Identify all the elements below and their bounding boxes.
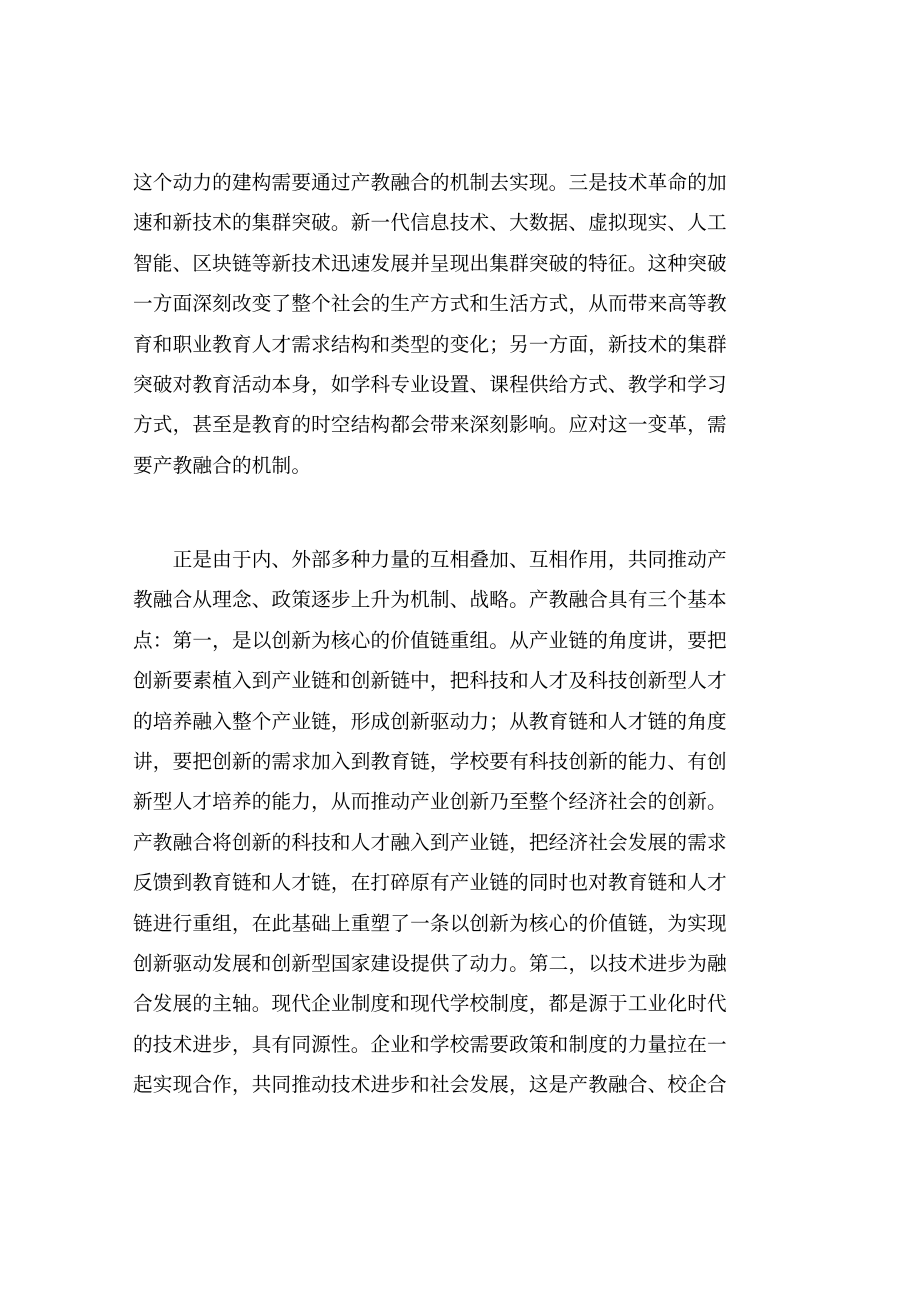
paragraph-line: 点：第一，是以创新为核心的价值链重组。从产业链的角度讲，要把	[133, 628, 727, 652]
paragraph-line: 新型人才培养的能力，从而推动产业创新乃至整个经济社会的创新。	[133, 790, 727, 814]
paragraph-2	[133, 540, 788, 1106]
paragraph-line: 讲，要把创新的需求加入到教育链，学校要有科技创新的能力、有创	[133, 750, 727, 774]
paragraph-line: 智能、区块链等新技术迅速发展并呈现出集群突破的特征。这种突破	[133, 251, 727, 275]
paragraph-line: 创新要素植入到产业链和创新链中，把科技和人才及科技创新型人才	[133, 669, 727, 693]
paragraph-line: 一方面深刻改变了整个社会的生产方式和生活方式，从而带来高等教	[133, 292, 727, 316]
paragraph-line: 教融合从理念、政策逐步上升为机制、战略。产教融合具有三个基本	[133, 588, 727, 612]
paragraph-line: 反馈到教育链和人才链，在打碎原有产业链的同时也对教育链和人才	[133, 871, 727, 895]
paragraph-line: 正是由于内、外部多种力量的互相叠加、互相作用，共同推动产	[133, 548, 727, 571]
paragraph-line: 育和职业教育人才需求结构和类型的变化；另一方面，新技术的集群	[133, 332, 727, 356]
paragraph-line: 的技术进步，具有同源性。企业和学校需要政策和制度的力量拉在一	[133, 1032, 727, 1056]
paragraph-line: 要产教融合的机制。	[133, 453, 312, 477]
paragraph-line: 起实现合作，共同推动技术进步和社会发展，这是产教融合、校企合	[133, 1073, 727, 1097]
paragraph-line: 突破对教育活动本身，如学科专业设置、课程供给方式、教学和学习	[133, 373, 727, 397]
paragraph-line: 这个动力的建构需要通过产教融合的机制去实现。三是技术革命的加	[133, 171, 727, 194]
paragraph-line: 合发展的主轴。现代企业制度和现代学校制度，都是源于工业化时代	[133, 992, 727, 1016]
paragraph-line: 方式，甚至是教育的时空结构都会带来深刻影响。应对这一变革，需	[133, 413, 727, 437]
paragraph-line: 链进行重组，在此基础上重塑了一条以创新为核心的价值链，为实现	[133, 911, 727, 935]
paragraph-1	[133, 163, 788, 486]
paragraph-line: 速和新技术的集群突破。新一代信息技术、大数据、虚拟现实、人工	[133, 211, 727, 235]
paragraph-line: 创新驱动发展和创新型国家建设提供了动力。第二，以技术进步为融	[133, 952, 727, 976]
paragraph-line: 产教融合将创新的科技和人才融入到产业链，把经济社会发展的需求	[133, 830, 727, 854]
paragraph-line: 的培养融入整个产业链，形成创新驱动力；从教育链和人才链的角度	[133, 709, 727, 733]
